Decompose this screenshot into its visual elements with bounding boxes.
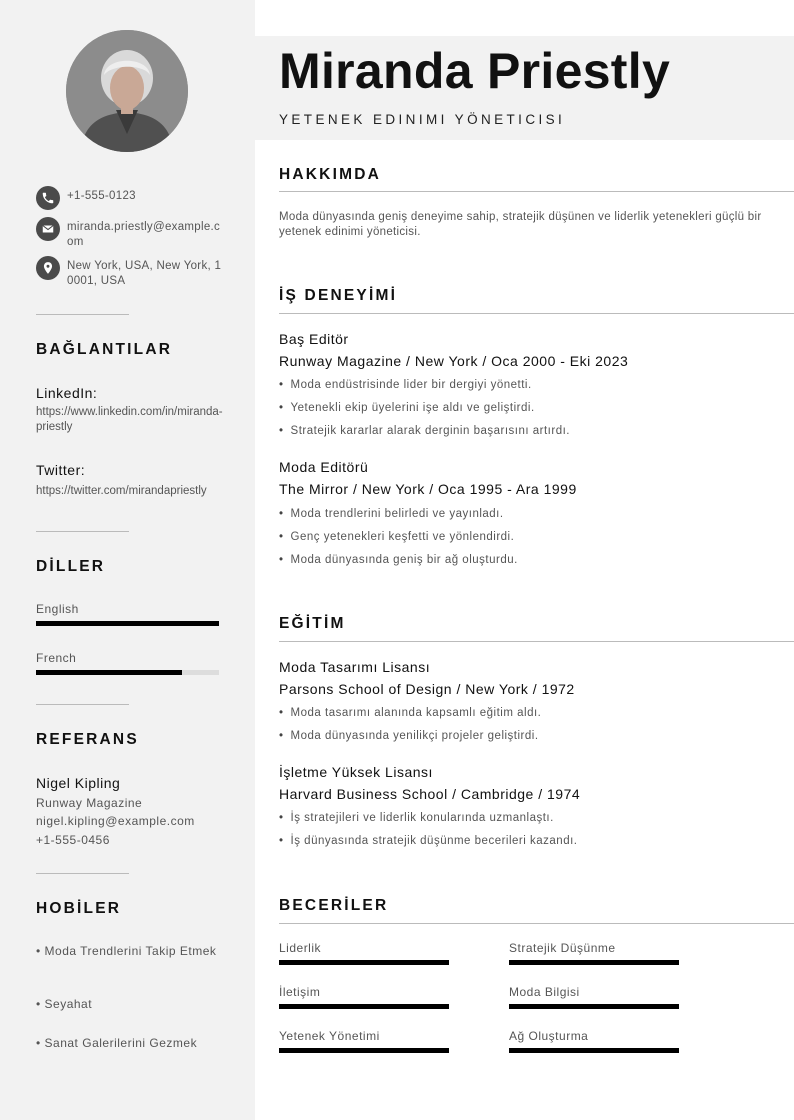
skill-level-fill [509,1048,679,1053]
language-level-bar [36,621,219,626]
about-heading: HAKKIMDA [279,166,381,183]
degree-name: İşletme Yüksek Lisansı [279,764,433,780]
section-divider [279,313,794,314]
job-bullet: • Genç yetenekleri keşfetti ve yönlendirdi. [279,531,514,543]
person-name: Miranda Priestly [279,43,671,99]
skill-name: İletişim [279,985,321,999]
skill-level-bar [509,1048,679,1053]
education-bullet: • İş dünyasında stratejik düşünme becerileri kazandı. [279,835,577,847]
language-name: English [36,602,79,616]
job-org: Runway Magazine / New York / Oca 2000 - Eki 2023 [279,353,629,369]
phone-text: +1-555-0123 [67,190,136,202]
skill-name: Ağ Oluşturma [509,1029,589,1043]
twitter-link[interactable]: https://twitter.com/mirandapriestly [36,485,207,497]
skill-level-fill [279,1048,449,1053]
education-bullet: • Moda dünyasında yenilikçi projeler geliştirdi. [279,730,539,742]
skill-level-fill [509,1004,679,1009]
skill-name: Moda Bilgisi [509,985,580,999]
degree-name: Moda Tasarımı Lisansı [279,659,431,675]
about-text: Moda dünyasında geniş deneyime sahip, stratejik düşünen ve liderlik yetenekleri güçlü bir yetenek edinimi yöneticisi. [279,211,762,238]
job-role: Baş Editör [279,331,349,347]
job-role: Moda Editörü [279,459,369,475]
language-level-fill [36,621,219,626]
reference-name: Nigel Kipling [36,775,121,791]
skill-level-bar [279,1004,449,1009]
language-level-fill [36,670,182,675]
skill-level-bar [279,960,449,965]
contact-email [36,217,226,250]
skill-level-fill [279,1004,449,1009]
school-org: Harvard Business School / Cambridge / 1974 [279,786,581,802]
divider [36,314,129,315]
skill-name: Liderlik [279,941,322,955]
skill-level-bar [279,1048,449,1053]
skills-heading: BECERİLER [279,897,389,914]
skill-level-fill [509,960,679,965]
job-bullet: • Moda trendlerini belirledi ve yayınladı. [279,508,504,520]
job-bullet: • Moda dünyasında geniş bir ağ oluşturdu. [279,554,518,566]
school-org: Parsons School of Design / New York / 1972 [279,681,575,697]
reference-email[interactable]: nigel.kipling@example.com [36,814,195,828]
education-heading: EĞİTİM [279,615,346,632]
section-divider [279,191,794,192]
experience-heading: İŞ DENEYİMİ [279,287,398,304]
skill-level-fill [279,960,449,965]
phone-icon [36,186,60,210]
profile-photo-illustration [66,30,188,152]
divider [36,531,129,532]
hobby-item: • Seyahat [36,997,93,1011]
hobbies-heading: HOBİLER [36,900,122,917]
divider [36,704,129,705]
languages-heading: DİLLER [36,558,106,575]
location-pin-icon [36,256,60,280]
divider [36,873,129,874]
job-bullet: • Stratejik kararlar alarak derginin başarısını artırdı. [279,425,570,437]
hobby-item: • Sanat Galerilerini Gezmek [36,1036,198,1050]
contact-phone [36,186,226,210]
job-title: YETENEK EDINIMI YÖNETICISI [279,112,566,127]
email-text[interactable]: miranda.priestly@example.com [67,221,221,248]
education-bullet: • İş stratejileri ve liderlik konularında uzmanlaştı. [279,812,554,824]
contact-address [36,256,226,289]
address-text: New York, USA, New York, 10001, USA [67,260,222,287]
skill-level-bar [509,1004,679,1009]
skill-name: Stratejik Düşünme [509,941,616,955]
references-heading: REFERANS [36,731,139,748]
section-divider [279,641,794,642]
links-heading: BAĞLANTILAR [36,341,173,358]
mail-icon [36,217,60,241]
skill-name: Yetenek Yönetimi [279,1029,380,1043]
linkedin-link[interactable]: https://www.linkedin.com/in/miranda-priestly [36,406,223,433]
linkedin-label: LinkedIn: [36,385,98,401]
language-level-bar [36,670,219,675]
profile-photo [66,30,188,152]
skill-level-bar [509,960,679,965]
section-divider [279,923,794,924]
twitter-label: Twitter: [36,462,86,478]
job-org: The Mirror / New York / Oca 1995 - Ara 1999 [279,481,577,497]
hobby-item: • Moda Trendlerini Takip Etmek [36,944,217,958]
job-bullet: • Moda endüstrisinde lider bir dergiyi yönetti. [279,379,532,391]
education-bullet: • Moda tasarımı alanında kapsamlı eğitim aldı. [279,707,541,719]
language-name: French [36,651,77,665]
reference-company: Runway Magazine [36,796,143,810]
job-bullet: • Yetenekli ekip üyelerini işe aldı ve geliştirdi. [279,402,535,414]
reference-phone: +1-555-0456 [36,833,110,847]
